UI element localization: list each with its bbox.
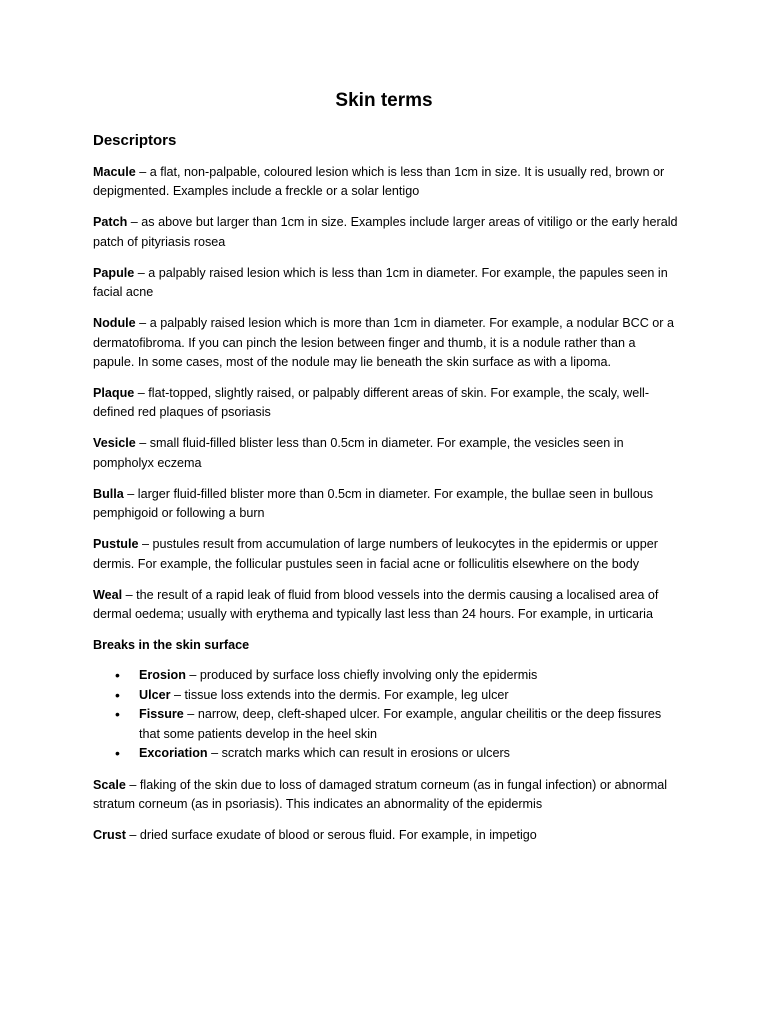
term-definition: – tissue loss extends into the dermis. For example, leg ulcer bbox=[170, 687, 509, 702]
term-paragraph bbox=[93, 586, 678, 625]
term-name: Crust bbox=[93, 827, 126, 842]
term-definition: – produced by surface loss chiefly involving only the epidermis bbox=[185, 668, 538, 683]
term-paragraph bbox=[93, 163, 678, 202]
term-definition: – small fluid-filled blister less than 0.5cm in diameter. For example, the vesicles seen in pompholyx eczema bbox=[93, 436, 624, 470]
term-name: Weal bbox=[93, 587, 123, 602]
term-paragraph bbox=[93, 213, 678, 252]
term-paragraph bbox=[93, 384, 678, 423]
bullet-icon: • bbox=[115, 686, 120, 703]
term-name: Macule bbox=[93, 165, 136, 179]
section-heading: Descriptors bbox=[93, 132, 177, 149]
term-definition: – flaking of the skin due to loss of damaged stratum corneum (as in fungal infection) or abnormal stratum corneum (as in psoriasis). This indicates an abnormality of the epidermis bbox=[93, 777, 668, 811]
bullet-icon: • bbox=[115, 706, 120, 723]
term-definition: – flat-topped, slightly raised, or palpably different areas of skin. For example, the scaly, well-defined red plaques of psoriasis bbox=[93, 386, 650, 420]
term-name: Patch bbox=[93, 215, 128, 230]
term-paragraph bbox=[93, 264, 678, 303]
term-definition: – narrow, deep, cleft-shaped ulcer. For example, angular cheilitis or the deep fissures that some patients develop in the heel skin bbox=[139, 707, 662, 741]
term-name: Nodule bbox=[93, 316, 136, 331]
term-name: Papule bbox=[93, 265, 135, 280]
term-name: Vesicle bbox=[93, 436, 136, 451]
term-name: Plaque bbox=[93, 386, 135, 401]
descriptors-list bbox=[93, 163, 678, 624]
term-name: Bulla bbox=[93, 486, 124, 501]
bullet-icon: • bbox=[115, 745, 120, 762]
after-breaks-list bbox=[93, 776, 678, 846]
term-name: Erosion bbox=[139, 668, 186, 683]
term-definition: – a palpably raised lesion which is less than 1cm in diameter. For example, the papules seen in facial acne bbox=[93, 265, 668, 300]
term-name: Ulcer bbox=[139, 687, 171, 702]
term-name: Scale bbox=[93, 777, 126, 792]
term-definition: – pustules result from accumulation of large numbers of leukocytes in the epidermis or upper dermis. For example, the follicular pustules seen in facial acne or folliculitis elsewhere on the body bbox=[93, 537, 658, 571]
term-name: Pustule bbox=[93, 537, 139, 552]
term-definition: – scratch marks which can result in erosions or ulcers bbox=[207, 746, 510, 761]
breaks-heading: Breaks in the skin surface bbox=[93, 638, 250, 653]
term-name: Excoriation bbox=[139, 746, 208, 761]
breaks-list bbox=[93, 666, 678, 763]
term-definition: – dried surface exudate of blood or serous fluid. For example, in impetigo bbox=[125, 827, 537, 842]
term-paragraph bbox=[93, 535, 678, 574]
term-paragraph bbox=[93, 826, 678, 845]
term-paragraph bbox=[93, 485, 678, 524]
term-paragraph bbox=[93, 776, 678, 815]
list-item bbox=[93, 744, 678, 763]
term-definition: – as above but larger than 1cm in size. Examples include larger areas of vitiligo or the early herald patch of pityriasis rosea bbox=[93, 215, 678, 249]
list-item bbox=[93, 686, 678, 705]
term-name: Fissure bbox=[139, 707, 184, 722]
term-paragraph bbox=[93, 434, 678, 473]
term-definition: – a palpably raised lesion which is more than 1cm in diameter. For example, a nodular BCC or a dermatofibroma. If you can pinch the lesion between finger and thumb, it is a nodule rather than a papule. In some cases, most of the nodule may lie beneath the skin surface as with a lipoma. bbox=[93, 316, 674, 370]
list-item bbox=[93, 666, 678, 685]
bullet-icon: • bbox=[115, 667, 120, 684]
page-title: Skin terms bbox=[335, 90, 433, 111]
list-item bbox=[93, 705, 678, 744]
term-definition: – the result of a rapid leak of fluid from blood vessels into the dermis causing a localised area of dermal oedema; usually with erythema and typically last less than 24 hours. For example, in urticaria bbox=[93, 587, 659, 622]
document-body bbox=[93, 163, 678, 857]
term-definition: – a flat, non-palpable, coloured lesion which is less than 1cm in size. It is usually red, brown or depigmented. Examples include a freckle or a solar lentigo bbox=[93, 165, 665, 199]
term-definition: – larger fluid-filled blister more than 0.5cm in diameter. For example, the bullae seen in bullous pemphigoid or following a burn bbox=[93, 486, 654, 521]
term-paragraph bbox=[93, 314, 678, 372]
